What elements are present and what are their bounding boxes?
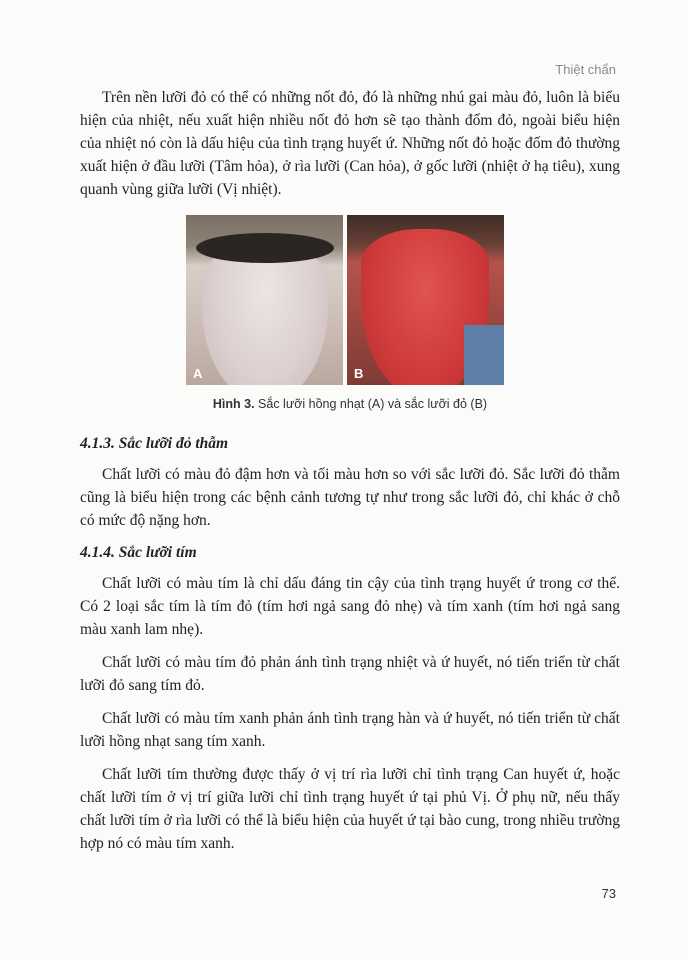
paragraph-4-1-4-3: Chất lưỡi có màu tím xanh phản ánh tình trạng hàn và ứ huyết, nó tiến triển từ chất lưỡi hồng nhạt sang tím xanh. xyxy=(80,710,620,750)
heading-4-1-3: 4.1.3. Sắc lưỡi đỏ thẫm xyxy=(80,435,229,452)
heading-4-1-4: 4.1.4. Sắc lưỡi tím xyxy=(80,544,197,561)
figure-caption xyxy=(80,397,620,411)
spacer xyxy=(80,753,620,763)
page-content xyxy=(80,86,620,855)
figure-panel-a xyxy=(186,215,343,385)
caption-text: Sắc lưỡi hồng nhạt (A) và sắc lưỡi đỏ (B) xyxy=(254,397,488,411)
page-number: 73 xyxy=(601,886,616,901)
spacer xyxy=(80,641,620,651)
paragraph-4-1-4-1: Chất lưỡi có màu tím là chỉ dấu đáng tin cậy của tình trạng huyết ứ trong cơ thể. Có 2 loại sắc tím là tím đỏ (tím hơi ngả sang đỏ nhẹ) và tím xanh (tím hơi ngả sang màu xanh lam nhẹ). xyxy=(80,575,620,638)
figure-panel-b xyxy=(347,215,504,385)
paragraph-4-1-3-1: Chất lưỡi có màu đỏ đậm hơn và tối màu hơn so với sắc lưỡi đỏ. Sắc lưỡi đỏ thẫm cũng là biểu hiện trong các bệnh cảnh tương tự như trong sắc lưỡi đỏ, chỉ khác ở chỗ có mức độ nặng hơn. xyxy=(80,466,620,529)
paragraph-4-1-4-2: Chất lưỡi có màu tím đỏ phản ánh tình trạng nhiệt và ứ huyết, nó tiến triển từ chất lưỡi đỏ sang tím đỏ. xyxy=(80,654,620,694)
figure-3 xyxy=(186,215,504,385)
running-header: Thiệt chẩn xyxy=(555,62,616,77)
shirt-collar xyxy=(464,325,504,385)
mouth-shadow xyxy=(196,233,334,263)
paragraph-4-1-4-4: Chất lưỡi tím thường được thấy ở vị trí rìa lưỡi chỉ tình trạng Can huyết ứ, hoặc chất lưỡi tím ở vị trí giữa lưỡi chỉ tình trạng huyết ứ tại phủ Vị. Ở phụ nữ, nếu thấy chất lưỡi tím ở rìa lưỡi có thể là biểu hiện của huyết ứ tại bào cung, trong nhiều trường hợp nó có màu tím xanh. xyxy=(80,766,620,852)
panel-label-a: A xyxy=(193,366,203,381)
caption-prefix: Hình 3. xyxy=(212,397,255,411)
panel-label-b: B xyxy=(354,366,364,381)
pale-pink-tongue-image xyxy=(202,243,328,385)
spacer xyxy=(80,697,620,707)
intro-paragraph: Trên nền lưỡi đỏ có thể có những nốt đỏ, đó là những nhú gai màu đỏ, luôn là biểu hiện của nhiệt, nếu xuất hiện nhiều nốt đỏ hơn sẽ tạo thành đốm đỏ, ngoài biểu hiện của nhiệt nó còn là dấu hiệu của tình trạng huyết ứ. Những nốt đỏ hoặc đốm đỏ thường xuất hiện ở đầu lưỡi (Tâm hỏa), ở rìa lưỡi (Can hỏa), ở gốc lưỡi (nhiệt ở hạ tiêu), xung quanh vùng giữa lưỡi (Vị nhiệt). xyxy=(80,89,620,198)
